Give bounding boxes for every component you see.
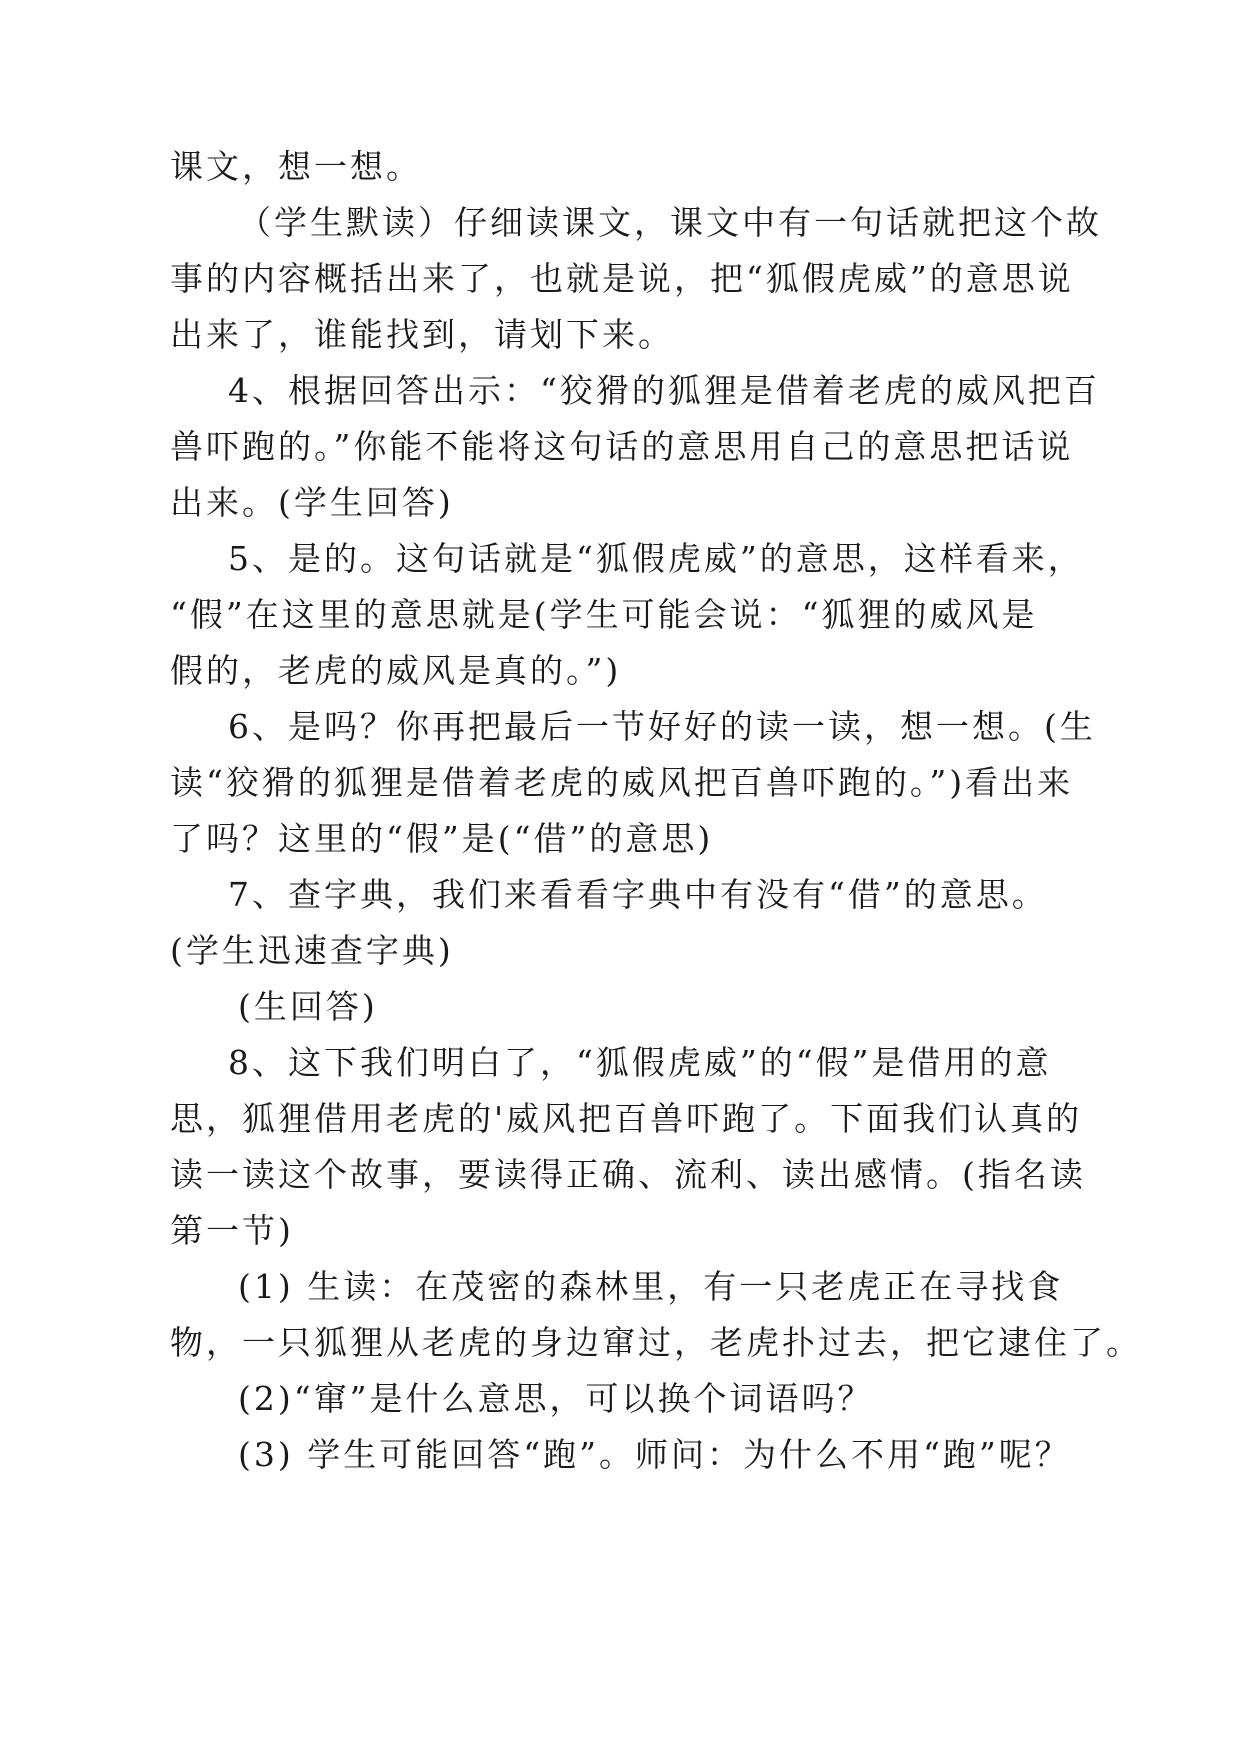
text-line: (学生迅速查字典) xyxy=(170,931,454,970)
text-line: (1) 生读：在茂密的森林里，有一只老虎正在寻找食 xyxy=(238,1267,1064,1306)
text-line: 5、是的。这句话就是“狐假虎威”的意思，这样看来， xyxy=(228,539,1084,578)
text-line: 思，狐狸借用老虎的'威风把百兽吓跑了。下面我们认真的 xyxy=(170,1099,1083,1138)
text-line: (生回答) xyxy=(238,987,378,1026)
text-line: 兽吓跑的。”你能不能将这句话的意思用自己的意思把话说 xyxy=(170,427,1074,466)
text-line: (3) 学生可能回答“跑”。师问：为什么不用“跑”呢？ xyxy=(238,1435,1071,1474)
text-line: 4、根据回答出示：“狡猾的狐狸是借着老虎的威风把百 xyxy=(228,371,1100,410)
text-line: 8、这下我们明白了，“狐假虎威”的“假”是借用的意 xyxy=(228,1043,1052,1082)
text-line: 6、是吗？你再把最后一节好好的读一读，想一想。(生 xyxy=(228,707,1096,746)
text-line: (2)“窜”是什么意思，可以换个词语吗？ xyxy=(238,1379,874,1418)
text-line: 假的，老虎的威风是真的。”) xyxy=(170,651,622,690)
text-line: 7、查字典，我们来看看字典中有没有“借”的意思。 xyxy=(228,875,1048,914)
text-line: 事的内容概括出来了，也就是说，把“狐假虎威”的意思说 xyxy=(170,259,1074,298)
text-line: 出来了，谁能找到，请划下来。 xyxy=(170,315,674,354)
text-line: “假”在这里的意思就是(学生可能会说：“狐狸的威风是 xyxy=(170,595,1038,634)
text-line: 第一节) xyxy=(170,1211,294,1250)
text-line: 物，一只狐狸从老虎的身边窜过，老虎扑过去，把它逮住了。 xyxy=(170,1323,1142,1362)
text-line: 读“狡猾的狐狸是借着老虎的威风把百兽吓跑的。”)看出来 xyxy=(170,763,1074,802)
text-line: 了吗？这里的“假”是(“借”的意思) xyxy=(170,819,714,858)
text-line: （学生默读）仔细读课文，课文中有一句话就把这个故 xyxy=(238,203,1102,242)
text-line: 读一读这个故事，要读得正确、流利、读出感情。(指名读 xyxy=(170,1155,1086,1194)
text-line: 出来。(学生回答) xyxy=(170,483,454,522)
text-line: 课文，想一想。 xyxy=(170,147,422,186)
